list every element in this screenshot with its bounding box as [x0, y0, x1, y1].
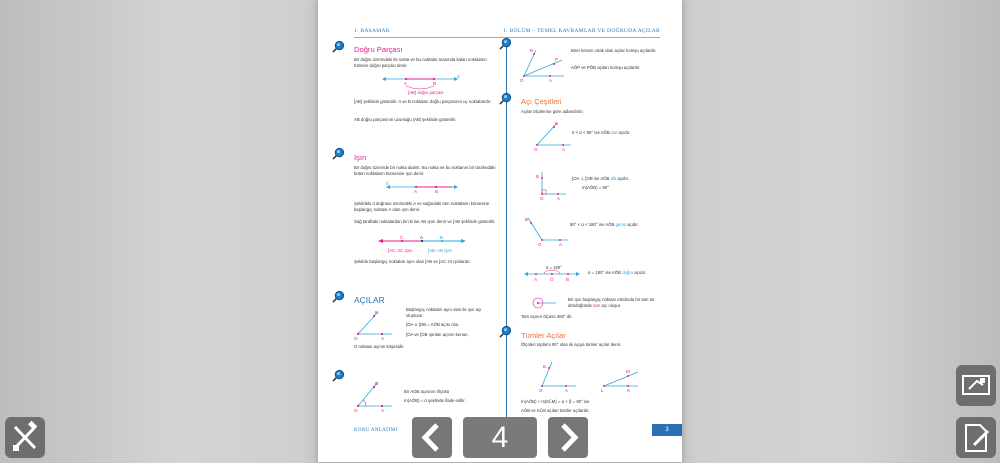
complementary-angle-2 [598, 366, 642, 394]
text: [AB] şeklinde gösterilir. A ve B noktaları doğru parçasının uç noktalarıdır. [354, 99, 492, 104]
label-d: d [457, 74, 460, 79]
label-d: d [386, 181, 389, 186]
straight-condition: α = 180° ise AÔB [588, 270, 621, 275]
section-title-acilar: AÇILAR [354, 295, 385, 305]
prev-page-button[interactable] [412, 417, 452, 458]
acute-condition: 0 < α < 90° ise AÔB [572, 130, 610, 135]
section-title-tumler: Tümler Açılar [521, 331, 566, 340]
label-b: B [530, 48, 534, 53]
obtuse-condition: 90° < α < 180° ise AÔB [570, 222, 615, 227]
label-o: O [520, 78, 524, 83]
text: Birer kenarı ortak olan açılar komşu açılardır. [571, 48, 657, 53]
acute-text [572, 130, 630, 136]
obtuse-text [570, 222, 639, 228]
label-o: O [534, 147, 538, 152]
full-condition: Bir ışın başlangıç noktası etrafında bir tam tur döndüğünde [568, 297, 655, 308]
chevron-right-icon [548, 417, 588, 458]
text: Şekilde başlangıç noktaları aynı olan [AB ve [AC zıt ışınlardır. [354, 259, 471, 264]
acute-angle-figure [533, 119, 573, 153]
straight-angle-figure [524, 264, 582, 282]
text: Ölçüleri toplamı 90° olan iki açıya tümler açılar denir. [521, 342, 622, 347]
label-b: B [435, 189, 439, 194]
text: Şekildeki d doğrusu üzerindeki A ve sağındaki tüm noktaların kümesine başlangıç noktası A olan ışın denir. [354, 201, 490, 212]
acute-suffix: açıdır. [618, 130, 631, 135]
label-a: A [557, 196, 561, 201]
obtuse-word: geniş [615, 222, 626, 227]
straight-word: doğru [622, 270, 634, 275]
label-a: A [414, 189, 418, 194]
whiteboard-icon [956, 365, 996, 406]
right-angle-figure [536, 170, 570, 200]
magnifier-icon[interactable] [499, 92, 512, 105]
text: [OA ve [OB ışınları açının kenarı, [406, 332, 469, 337]
full-word: tam [593, 303, 601, 308]
page-number-display[interactable]: 4 [463, 417, 537, 458]
full-suffix: açı oluşur. [601, 303, 622, 308]
label-c: C [400, 235, 404, 240]
angle-measure-figure [352, 376, 396, 414]
footer-label: KONU ANLATIMI [354, 428, 398, 433]
figure-caption: [AB] doğru parçası [408, 90, 444, 95]
tools-icon [5, 417, 45, 458]
label-a: A [534, 277, 538, 282]
full-measure: Tam açının ölçüsü 360° dir. [521, 314, 573, 319]
header-left: 1. BASAMAK [354, 28, 391, 34]
obtuse-angle-figure [524, 214, 570, 246]
label-l: L [601, 388, 604, 393]
right-eq: m(AÔB) = 90° [582, 185, 609, 190]
section-title-isin: Işın [354, 153, 367, 162]
label-b: B [440, 235, 444, 240]
label-a: A [381, 408, 385, 413]
label-b: B [525, 217, 529, 222]
text: Açılar ölçülerine göre adlandırılır. [521, 109, 584, 114]
caption-ab: [AB: AB ışını [428, 248, 453, 253]
section-title-aci-cesitleri: Açı Çeşitleri [521, 97, 562, 106]
label-alpha: α = 180° [546, 265, 562, 270]
text: Sağ taraftaki noktalardan biri B ise AB ışını denir ve [AB şeklinde gösterilir. [354, 219, 496, 224]
label-a: A [404, 81, 408, 86]
complementary-angle-1 [536, 360, 580, 394]
label-o: O [550, 277, 554, 282]
label-a: A [549, 78, 553, 83]
angle-figure [352, 306, 396, 342]
label-b: B [555, 121, 559, 126]
label-a: A [381, 336, 385, 341]
book-page [318, 0, 682, 462]
acute-word: dar [611, 130, 618, 135]
label-a: A [565, 388, 569, 393]
right-condition: [OA ⊥ [OB ise AÔB [572, 176, 610, 181]
full-text [568, 297, 668, 309]
label-b: B [375, 381, 379, 386]
text: Bir AOB açısının ölçüsü [404, 389, 450, 394]
text: m(AÔB) + m(KL̂M) = α + β = 90° ise [521, 399, 590, 404]
page-number-label: 3 [652, 424, 682, 436]
label-b: B [433, 81, 437, 86]
ray-figure [386, 182, 462, 196]
label-m: M [626, 369, 630, 374]
caption-ac: [AC: AC ışını [388, 248, 413, 253]
label-a: A [420, 235, 424, 240]
label-p: P [555, 57, 559, 62]
text: [OA ∪ [OB = AÔB açısı olur. [406, 322, 460, 327]
straight-suffix: açıdır. [634, 270, 647, 275]
label-o: O [538, 242, 542, 247]
label-o: O [354, 408, 358, 413]
label-k: K [627, 388, 631, 393]
label-b: B [543, 364, 547, 369]
right-text [572, 176, 629, 182]
next-page-button[interactable] [548, 417, 588, 458]
label-b: B [536, 174, 540, 179]
label-o: O [539, 388, 543, 393]
magnifier-icon[interactable] [332, 369, 345, 382]
label-o: O [540, 196, 544, 201]
text: Başlangıç noktaları aynı olan iki ışın açı oluşturur. [406, 307, 482, 318]
section-title-dogru-parcasi: Doğru Parçası [354, 45, 403, 54]
text: Bir doğru üzerindeki iki nokta ve bu noktalar arasında kalan noktaların tümüne doğru parçası denir. [354, 57, 487, 68]
label-o: O [354, 336, 358, 341]
magnifier-icon[interactable] [499, 37, 512, 50]
full-angle-figure [528, 295, 558, 311]
right-suffix: açıdır. [617, 176, 630, 181]
text: m(AÔB) = α şeklinde ifade edilir. [404, 398, 466, 403]
adjacent-angles-figure [520, 44, 570, 84]
right-word: dik [610, 176, 617, 181]
label-a: A [559, 242, 563, 247]
label-b: B [375, 310, 379, 315]
chevron-left-icon [412, 417, 452, 458]
magnifier-icon[interactable] [499, 325, 512, 338]
header-right: 1. BÖLÜM – TEMEL KAVRAMLAR VE DOĞRUDA AÇILAR [503, 28, 660, 34]
note-button[interactable] [956, 417, 996, 458]
label-b: B [566, 277, 570, 282]
magnifier-icon[interactable] [332, 147, 345, 160]
text: Bir doğru üzerinde bir nokta alalım. Bu nokta ve bu noktanın bir tarafındaki bütün noktaların kümesine ışın denir. [354, 165, 496, 176]
straight-text [588, 270, 646, 276]
label-a: A [562, 147, 566, 152]
text: AÔP ve PÔB açıları komşu açılardır. [571, 65, 641, 70]
magnifier-icon[interactable] [332, 40, 345, 53]
text: O noktası açının köşesidir. [354, 344, 405, 349]
obtuse-suffix: açıdır. [627, 222, 639, 227]
text: AB doğru parçasının uzunluğu |AB| şeklinde gösterilir. [354, 117, 457, 122]
text: AÔB ve KL̂M açıları tümler açılardır. [521, 408, 590, 413]
tools-button[interactable] [5, 417, 45, 458]
note-edit-icon [956, 417, 996, 458]
whiteboard-button[interactable] [956, 365, 996, 406]
magnifier-icon[interactable] [332, 290, 345, 303]
